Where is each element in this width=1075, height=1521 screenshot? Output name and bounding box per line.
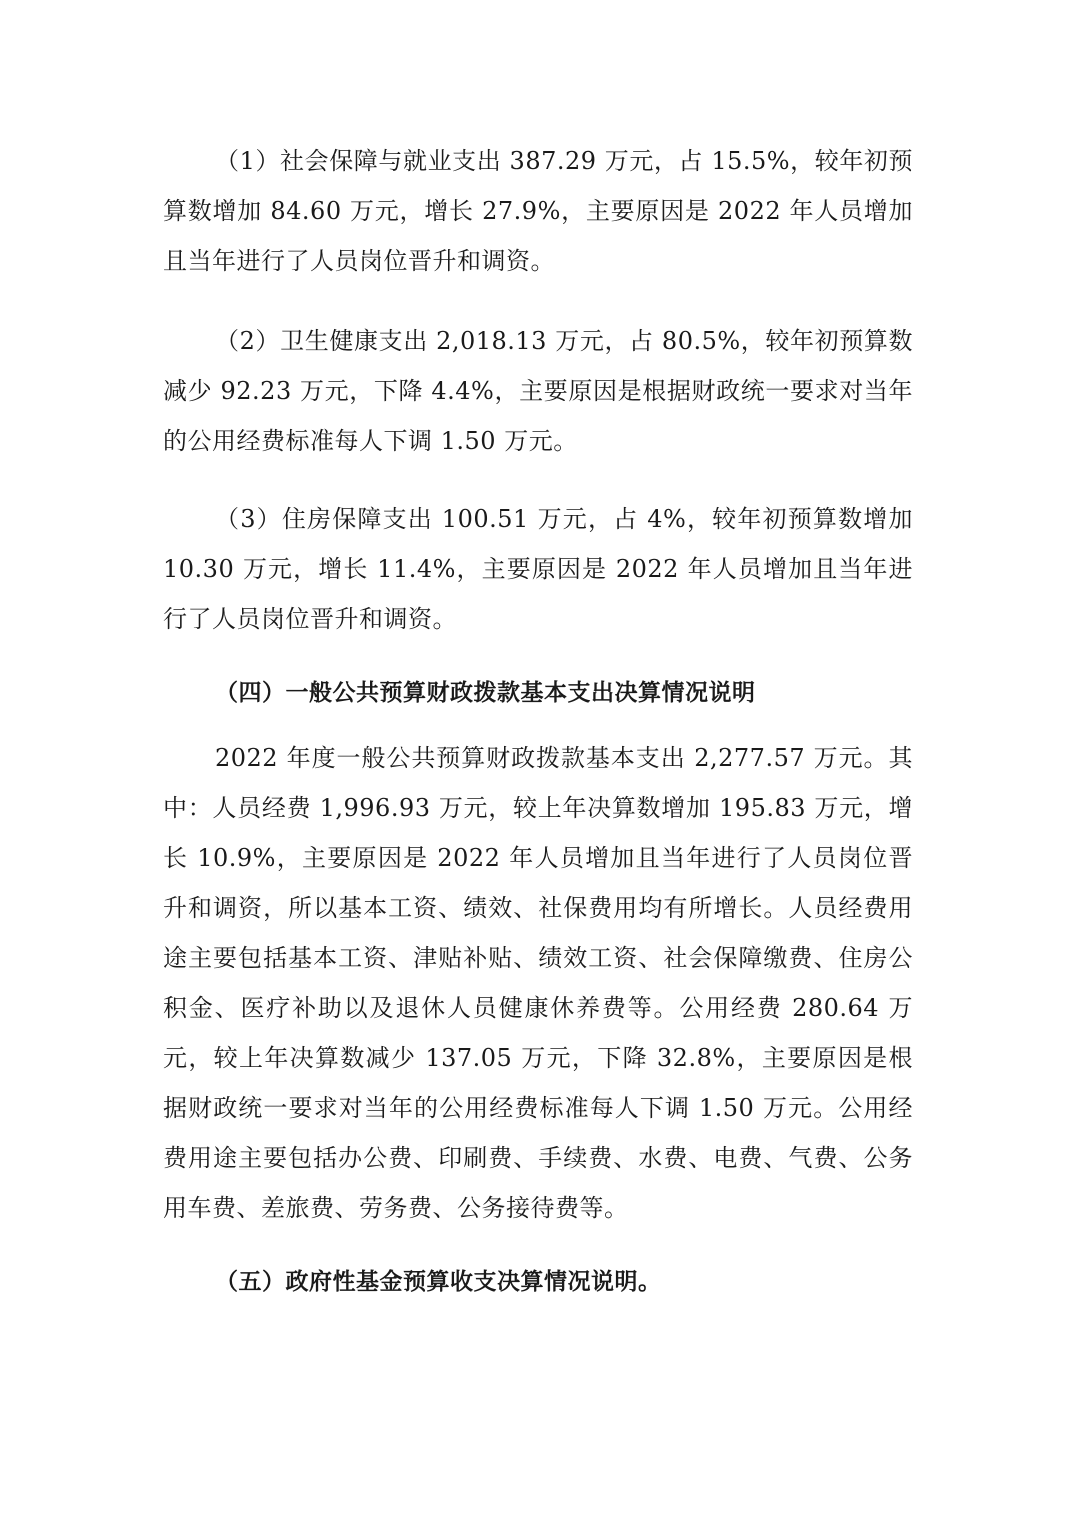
- paragraph-social-security: （1）社会保障与就业支出 387.29 万元，占 15.5%，较年初预算数增加 84.60 万元，增长 27.9%，主要原因是 2022 年人员增加且当年进行了人员岗位晋升和调资。: [163, 147, 913, 275]
- section-heading-government-fund: （五）政府性基金预算收支决算情况说明。: [215, 1269, 662, 1295]
- section-heading-basic-expenditure: （四）一般公共预算财政拨款基本支出决算情况说明: [215, 680, 756, 706]
- paragraph-basic-expenditure: 2022 年度一般公共预算财政拨款基本支出 2,277.57 万元。其中：人员经费 1,996.93 万元，较上年决算数增加 195.83 万元，增长 10.9%，主要原因是 2022 年人员增加且当年进行了人员岗位晋升和调资，所以基本工资、绩效、社保费用均有所增长。人员经费用途主要包括基本工资、津贴补贴、绩效工资、社会保障缴费、住房公积金、医疗补助以及退休人员健康休养费等。公用经费 280.64 万元，较上年决算数减少 137.05 万元，下降 32.8%，主要原因是根据财政统一要求对当年的公用经费标准每人下调 1.50 万元。公用经费用途主要包括办公费、印刷费、手续费、水费、电费、气费、公务用车费、差旅费、劳务费、公务接待费等。: [163, 744, 913, 1222]
- paragraph-health: （2）卫生健康支出 2,018.13 万元，占 80.5%，较年初预算数减少 92.23 万元，下降 4.4%，主要原因是根据财政统一要求对当年的公用经费标准每人下调 1.50 万元。: [163, 327, 913, 455]
- paragraph-housing: （3）住房保障支出 100.51 万元，占 4%，较年初预算数增加 10.30 万元，增长 11.4%，主要原因是 2022 年人员增加且当年进行了人员岗位晋升和调资。: [163, 505, 913, 633]
